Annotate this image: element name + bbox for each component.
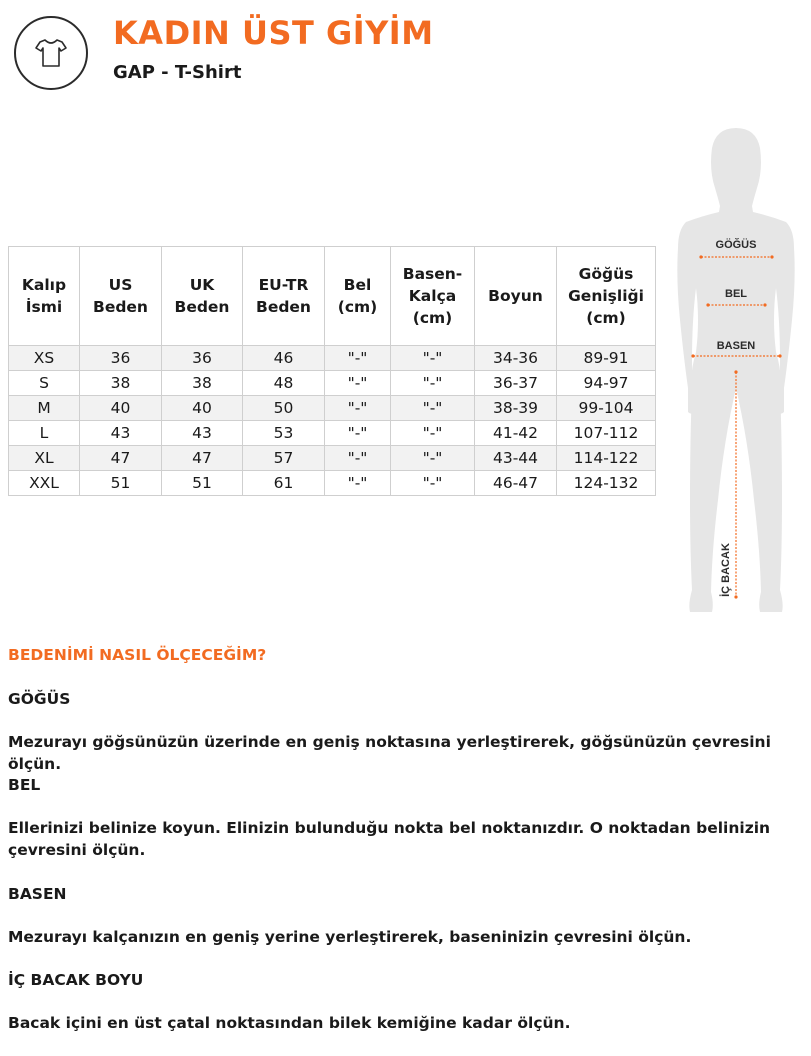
table-cell: 36-37 (475, 371, 557, 396)
table-cell: 34-36 (475, 346, 557, 371)
table-cell: 46-47 (475, 471, 557, 496)
table-cell: XS (9, 346, 80, 371)
table-cell: 94-97 (557, 371, 656, 396)
guide-heading: BEDENİMİ NASIL ÖLÇECEĞİM? (8, 646, 267, 664)
table-cell: 47 (80, 446, 162, 471)
bel-marker (763, 303, 766, 306)
header-kalip-ismi: Kalıp İsmi (9, 247, 80, 346)
table-cell: 99-104 (557, 396, 656, 421)
gogus-marker (699, 255, 702, 258)
table-cell: "-" (325, 396, 391, 421)
table-cell: S (9, 371, 80, 396)
table-cell: 57 (243, 446, 325, 471)
basen-label: BASEN (716, 340, 756, 352)
basen-text: Mezurayı kalçanızın en geniş yerine yerleştirerek, baseninizin çevresini ölçün. (8, 928, 692, 946)
table-cell: 124-132 (557, 471, 656, 496)
table-cell: XL (9, 446, 80, 471)
size-table (8, 246, 656, 496)
table-cell: "-" (325, 421, 391, 446)
table-cell: 46 (243, 346, 325, 371)
table-cell: 47 (162, 446, 243, 471)
table-row (9, 396, 656, 421)
header-gogus-genisligi: Göğüs Genişliği (cm) (557, 247, 656, 346)
table-cell: 50 (243, 396, 325, 421)
table-row (9, 346, 656, 371)
table-cell: 40 (162, 396, 243, 421)
table-row (9, 471, 656, 496)
bel-text: Ellerinizi belinize koyun. Elinizin bulunduğu nokta bel noktanızdır. O noktadan belinizin çevresini ölçün. (8, 819, 771, 859)
table-cell: "-" (391, 421, 475, 446)
gogus-text: Mezurayı göğsünüzün üzerinde en geniş noktasına yerleştirerek, göğsünüzün çevresini ölçün. (8, 733, 771, 773)
table-cell: "-" (325, 471, 391, 496)
table-cell: 38-39 (475, 396, 557, 421)
table-cell: "-" (391, 371, 475, 396)
table-cell: 43 (162, 421, 243, 446)
table-cell: 38 (80, 371, 162, 396)
table-cell: 36 (162, 346, 243, 371)
table-cell: 51 (162, 471, 243, 496)
table-header-row (9, 247, 656, 346)
header-uk-beden: UK Beden (162, 247, 243, 346)
body-measurement-figure (668, 120, 811, 620)
ic-bacak-label: İÇ BACAK (720, 543, 732, 597)
table-cell: 40 (80, 396, 162, 421)
gogus-title: GÖĞÜS (8, 690, 71, 708)
ic-bacak-marker (734, 595, 737, 598)
table-cell: 41-42 (475, 421, 557, 446)
tshirt-icon (33, 35, 69, 71)
bel-title: BEL (8, 776, 41, 794)
gogus-label: GÖĞÜS (715, 239, 757, 251)
table-cell: 51 (80, 471, 162, 496)
table-cell: 48 (243, 371, 325, 396)
table-cell: 107-112 (557, 421, 656, 446)
header-bel: Bel (cm) (325, 247, 391, 346)
table-cell: 43-44 (475, 446, 557, 471)
header-eu-tr-beden: EU-TR Beden (243, 247, 325, 346)
table-row (9, 371, 656, 396)
table-row (9, 446, 656, 471)
category-logo (14, 16, 88, 90)
body-silhouette (668, 120, 811, 620)
table-row (9, 421, 656, 446)
table-cell: "-" (391, 396, 475, 421)
table-cell: 53 (243, 421, 325, 446)
table-cell: M (9, 396, 80, 421)
basen-marker (778, 354, 781, 357)
basen-marker (691, 354, 694, 357)
table-cell: "-" (391, 471, 475, 496)
table-cell: "-" (325, 371, 391, 396)
table-cell: "-" (325, 446, 391, 471)
header-us-beden: US Beden (80, 247, 162, 346)
table-cell: "-" (391, 346, 475, 371)
table-cell: "-" (391, 446, 475, 471)
table-cell: XXL (9, 471, 80, 496)
page-title: KADIN ÜST GİYİM (113, 14, 434, 52)
table-cell: L (9, 421, 80, 446)
ic-bacak-text: Bacak içini en üst çatal noktasından bilek kemiğine kadar ölçün. (8, 1014, 571, 1032)
bel-marker (706, 303, 709, 306)
header-basen-kalca: Basen- Kalça (cm) (391, 247, 475, 346)
table-cell: 61 (243, 471, 325, 496)
table-cell: 43 (80, 421, 162, 446)
table-cell: 114-122 (557, 446, 656, 471)
table-cell: "-" (325, 346, 391, 371)
ic-bacak-title: İÇ BACAK BOYU (8, 971, 144, 989)
table-cell: 89-91 (557, 346, 656, 371)
bel-label: BEL (725, 288, 747, 300)
gogus-marker (770, 255, 773, 258)
basen-title: BASEN (8, 885, 67, 903)
ic-bacak-marker (734, 370, 737, 373)
table-cell: 38 (162, 371, 243, 396)
table-cell: 36 (80, 346, 162, 371)
product-subtitle: GAP - T-Shirt (113, 62, 242, 83)
header-boyun: Boyun (475, 247, 557, 346)
